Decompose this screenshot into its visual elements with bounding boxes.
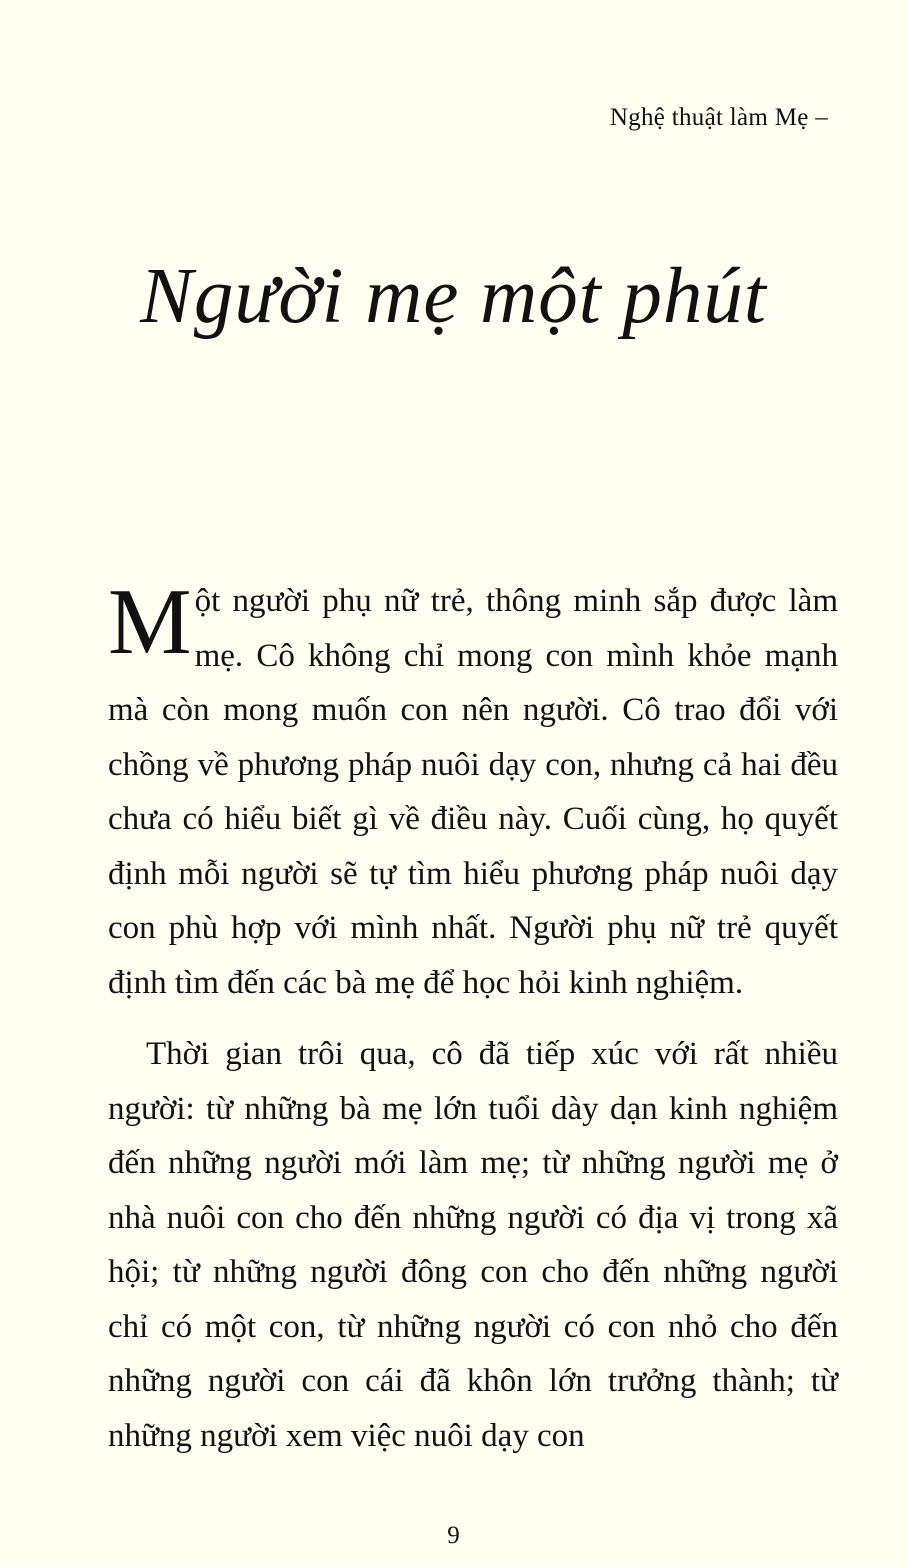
page-number: 9 bbox=[447, 1522, 460, 1549]
paragraph-1 bbox=[108, 570, 838, 1010]
drop-cap: M bbox=[108, 570, 192, 674]
paragraph-1-text: ột người phụ nữ trẻ, thông minh sắp được làm mẹ. Cô không chỉ mong con mình khỏe mạnh mà còn mong muốn con nên người. Cô trao đổi với chồng về phương pháp nuôi dạy con, nhưng cả hai đều chưa có hiểu biết gì về điều này. Cuối cùng, họ quyết định mỗi người sẽ tự tìm hiểu phương pháp nuôi dạy con phù hợp với mình nhất. Người phụ nữ trẻ quyết định tìm đến các bà mẹ để học hỏi kinh nghiệm. bbox=[108, 583, 838, 1001]
paragraph-2: Thời gian trôi qua, cô đã tiếp xúc với rất nhiều người: từ những bà mẹ lớn tuổi dày dạn kinh nghiệm đến những người mới làm mẹ; từ những người mẹ ở nhà nuôi con cho đến những người có địa vị trong xã hội; từ những người đông con cho đến những người chỉ có một con, từ những người có con nhỏ cho đến những người con cái đã khôn lớn trưởng thành; từ những người xem việc nuôi dạy con bbox=[108, 1036, 838, 1454]
body-text bbox=[108, 570, 838, 1463]
chapter-title: Người mẹ một phút bbox=[140, 253, 767, 340]
running-header: Nghệ thuật làm Mẹ – bbox=[609, 104, 828, 131]
